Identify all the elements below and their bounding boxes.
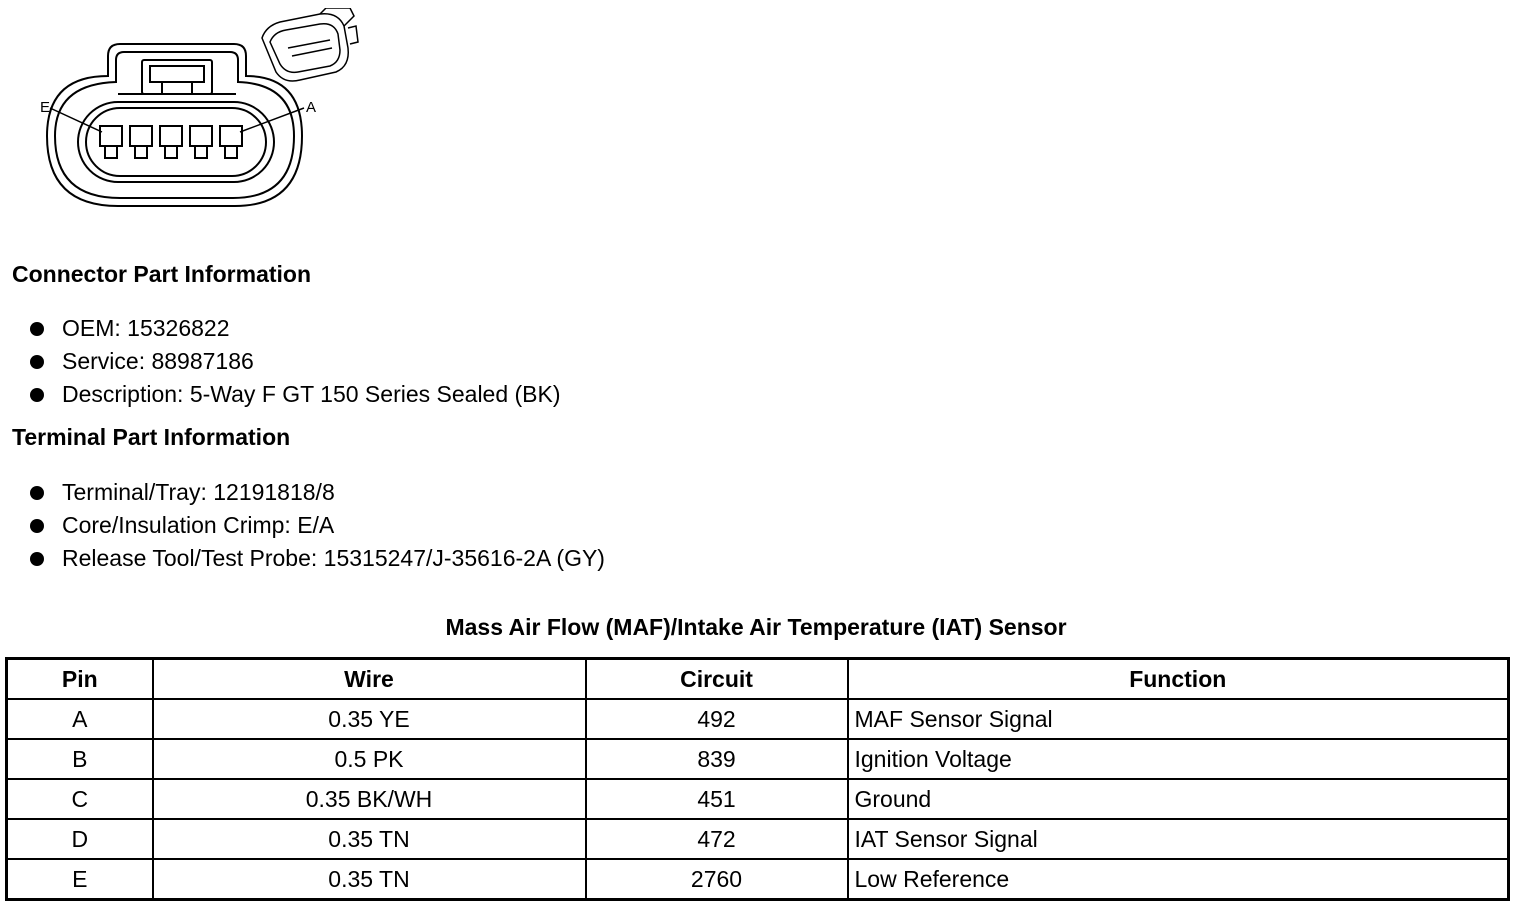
cell-function: Low Reference: [848, 859, 1509, 900]
pin-cavity-E: [100, 126, 122, 146]
terminal-part-info-list: [28, 476, 605, 575]
bullet-icon: [30, 322, 44, 336]
cell-pin: E: [7, 859, 153, 900]
cell-pin: B: [7, 739, 153, 779]
connector-info-item-service: [28, 345, 561, 378]
pin-cavity-D: [130, 126, 152, 146]
bullet-icon: [30, 355, 44, 369]
cell-circuit: 492: [586, 699, 848, 739]
cell-pin: A: [7, 699, 153, 739]
table-row: [7, 699, 1509, 739]
pin-label-E: E: [40, 99, 51, 116]
cell-wire: 0.35 TN: [153, 859, 586, 900]
connector-part-info-list: [28, 312, 561, 411]
list-item-text: Release Tool/Test Probe: 15315247/J-35616-2A (GY): [62, 545, 605, 571]
column-header-function: Function: [848, 659, 1509, 700]
pin-cavity-C: [160, 126, 182, 146]
bullet-icon: [30, 388, 44, 402]
cell-pin: C: [7, 779, 153, 819]
list-item-text: OEM: 15326822: [62, 315, 230, 341]
pinout-table: [5, 657, 1510, 901]
cell-pin: D: [7, 819, 153, 859]
cell-circuit: 839: [586, 739, 848, 779]
cell-function: MAF Sensor Signal: [848, 699, 1509, 739]
pin-label-A: A: [306, 99, 317, 116]
pin-cavities: [100, 126, 242, 158]
list-item-text: Service: 88987186: [62, 348, 254, 374]
cell-function: IAT Sensor Signal: [848, 819, 1509, 859]
cell-wire: 0.35 YE: [153, 699, 586, 739]
cell-circuit: 451: [586, 779, 848, 819]
cell-wire: 0.35 BK/WH: [153, 779, 586, 819]
cell-circuit: 2760: [586, 859, 848, 900]
inner-seal: [78, 102, 274, 182]
column-header-circuit: Circuit: [586, 659, 848, 700]
column-header-wire: Wire: [153, 659, 586, 700]
cell-wire: 0.35 TN: [153, 819, 586, 859]
column-header-pin: Pin: [7, 659, 153, 700]
bullet-icon: [30, 486, 44, 500]
terminal-info-item-tray: [28, 476, 605, 509]
table-header-row: [7, 659, 1509, 700]
table-row: [7, 859, 1509, 900]
connector-info-item-oem: [28, 312, 561, 345]
list-item-text: Core/Insulation Crimp: E/A: [62, 512, 335, 538]
connector-isometric-sketch: [262, 8, 358, 81]
table-row: [7, 779, 1509, 819]
connector-face-diagram: [30, 8, 370, 218]
terminal-info-item-crimp: [28, 509, 605, 542]
table-title: Mass Air Flow (MAF)/Intake Air Temperature (IAT) Sensor: [445, 614, 1067, 640]
table-row: [7, 739, 1509, 779]
connector-info-item-description: [28, 378, 561, 411]
pin-cavity-B: [190, 126, 212, 146]
pin-cavity-A: [220, 126, 242, 146]
table-row: [7, 819, 1509, 859]
terminal-part-info-heading: Terminal Part Information: [12, 424, 291, 450]
bullet-icon: [30, 519, 44, 533]
connector-part-info-heading: Connector Part Information: [12, 261, 312, 287]
cell-wire: 0.5 PK: [153, 739, 586, 779]
list-item-text: Terminal/Tray: 12191818/8: [62, 479, 335, 505]
bullet-icon: [30, 552, 44, 566]
cell-function: Ground: [848, 779, 1509, 819]
terminal-info-item-release-tool: [28, 542, 605, 575]
cell-circuit: 472: [586, 819, 848, 859]
list-item-text: Description: 5-Way F GT 150 Series Sealed (BK): [62, 381, 561, 407]
cell-function: Ignition Voltage: [848, 739, 1509, 779]
